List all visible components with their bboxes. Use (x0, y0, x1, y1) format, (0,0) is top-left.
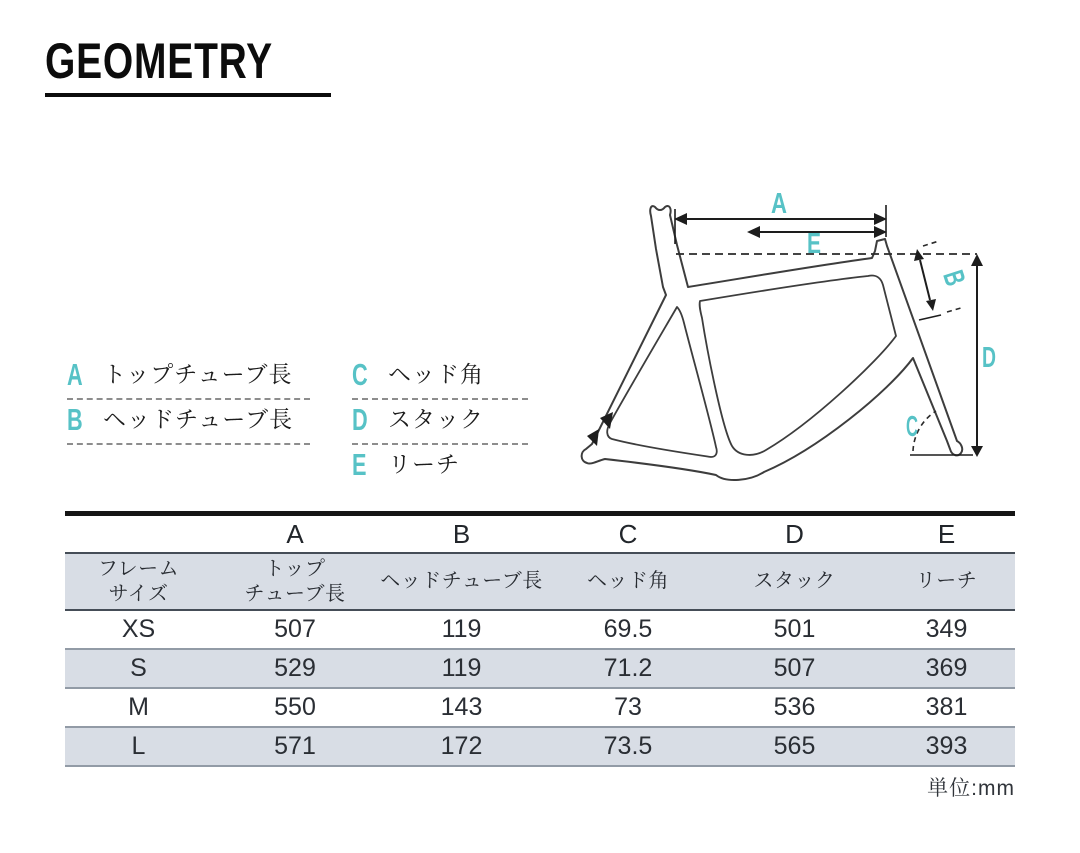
value-cell: 369 (878, 649, 1015, 688)
front-triangle-cutout (700, 275, 896, 454)
value-cell: 73 (545, 688, 711, 727)
letter-cell-empty (65, 514, 212, 554)
table-header-row (65, 553, 1015, 610)
bike-frame-diagram (560, 170, 1060, 500)
value-cell: 349 (878, 610, 1015, 649)
legend-key-d: D (352, 402, 368, 437)
dimension-a (674, 188, 887, 244)
value-cell: 550 (212, 688, 378, 727)
letter-cell-b: B (378, 514, 545, 554)
legend-item-e (352, 445, 528, 490)
header-frame-size: フレーム サイズ (65, 553, 212, 610)
header-head-angle: ヘッド角 (545, 553, 711, 610)
value-cell: 172 (378, 727, 545, 766)
legend-label-head-tube: ヘッドチューブ長 (103, 406, 294, 432)
value-cell: 536 (711, 688, 878, 727)
diagram-label-e: E (807, 228, 821, 260)
value-cell: 571 (212, 727, 378, 766)
legend-item-a (67, 355, 310, 400)
value-cell: 69.5 (545, 610, 711, 649)
size-cell: XS (65, 610, 212, 649)
table-row-m (65, 688, 1015, 727)
table-row-l (65, 727, 1015, 766)
value-cell: 119 (378, 610, 545, 649)
letter-cell-a: A (212, 514, 378, 554)
value-cell: 565 (711, 727, 878, 766)
table-row-xs (65, 610, 1015, 649)
diagram-label-a: A (771, 188, 788, 220)
table-letter-row (65, 514, 1015, 554)
legend-item-d (352, 400, 528, 445)
value-cell: 501 (711, 610, 878, 649)
legend-item-c (352, 355, 528, 400)
diagram-label-c: C (906, 411, 919, 443)
size-cell: M (65, 688, 212, 727)
header-top-tube: トップ チューブ長 (212, 553, 378, 610)
page-title-text: GEOMETRY (45, 33, 273, 89)
value-cell: 71.2 (545, 649, 711, 688)
size-cell: L (65, 727, 212, 766)
dimension-d (971, 254, 996, 457)
letter-cell-c: C (545, 514, 711, 554)
legend-label-reach: リーチ (388, 451, 460, 477)
value-cell: 73.5 (545, 727, 711, 766)
value-cell: 529 (212, 649, 378, 688)
letter-cell-d: D (711, 514, 878, 554)
header-reach: リーチ (878, 553, 1015, 610)
legend-column-1 (67, 355, 310, 445)
unit-note: 単位:mm (927, 777, 1015, 800)
legend-key-e: E (352, 447, 367, 482)
letter-cell-e: E (878, 514, 1015, 554)
legend-item-b (67, 400, 310, 445)
value-cell: 119 (378, 649, 545, 688)
diagram-label-d: D (982, 342, 996, 374)
value-cell: 393 (878, 727, 1015, 766)
value-cell: 381 (878, 688, 1015, 727)
header-head-tube: ヘッドチューブ長 (378, 553, 545, 610)
legend-label-stack: スタック (388, 406, 484, 432)
legend-key-b: B (67, 402, 83, 437)
legend-column-2 (352, 355, 528, 490)
header-stack: スタック (711, 553, 878, 610)
value-cell: 507 (711, 649, 878, 688)
diagram-label-b: B (936, 266, 974, 297)
value-cell: 507 (212, 610, 378, 649)
table-row-s (65, 649, 1015, 688)
legend-label-head-angle: ヘッド角 (388, 361, 484, 387)
page-title (45, 33, 331, 97)
legend-label-top-tube: トップチューブ長 (103, 361, 293, 387)
legend-key-c: C (352, 357, 368, 392)
legend-key-a: A (67, 357, 83, 392)
size-cell: S (65, 649, 212, 688)
geometry-table (65, 511, 1015, 767)
value-cell: 143 (378, 688, 545, 727)
dimension-b (914, 241, 974, 320)
